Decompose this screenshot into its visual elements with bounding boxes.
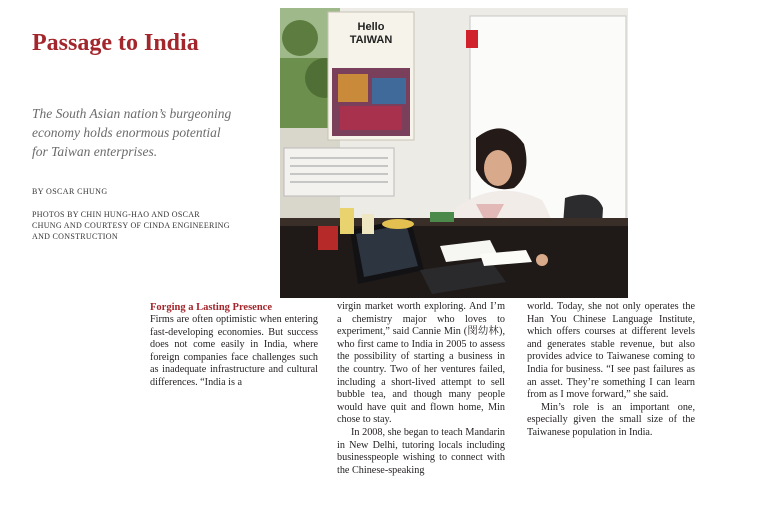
byline: BY OSCAR CHUNG <box>32 187 108 196</box>
body-column-1 <box>150 301 318 390</box>
paragraph: world. Today, she not only operates the Han You Chinese Language Institute, which offers courses at different levels and generates stable revenue, but also provides advice to Taiwanese coming to India for business. “I see past failures as an asset. They’re something I can learn from as I move forward,” she said. <box>527 301 695 401</box>
article-title: Passage to India <box>32 30 199 56</box>
office-scene-illustration <box>280 8 628 298</box>
paragraph: virgin market worth exploring. And I’m a chemistry major who loves to experiment,” said Cannie Min (閔幼林), who first came to India in 2005 to assess the possibility of starting a business in the country. Two of her ventures failed, including a short-lived attempt to sell bubble tea, and though many people would have quit and flown home, Min chose to stay. <box>337 301 505 426</box>
article-deck: The South Asian nation’s burgeoning economy holds enormous potential for Taiwan enterprises. <box>32 106 232 159</box>
paragraph: In 2008, she began to teach Mandarin in New Delhi, tutoring locals including businesspeople wishing to connect with the Chinese-speaking <box>337 426 505 476</box>
paragraph: Min’s role is an important one, especially given the small size of the Taiwanese population in India. <box>527 401 695 438</box>
body-column-3 <box>527 301 695 440</box>
paragraph: Firms are often optimistic when entering fast-developing economies. But success does not come easily in India, where foreign companies face challenges such as inadequate infrastructure and cultural differences. “India is a <box>150 314 318 388</box>
poster-text-line1: Hello <box>357 21 385 33</box>
section-subhead: Forging a Lasting Presence <box>150 302 273 313</box>
photo-credits: PHOTOS BY CHIN HUNG-HAO AND OSCAR CHUNG AND COURTESY OF CINDA ENGINEERING AND CONSTRUCTION <box>32 210 230 241</box>
article-photo <box>280 8 628 298</box>
body-column-2 <box>337 301 505 477</box>
poster-text-line2: TAIWAN <box>349 34 393 46</box>
